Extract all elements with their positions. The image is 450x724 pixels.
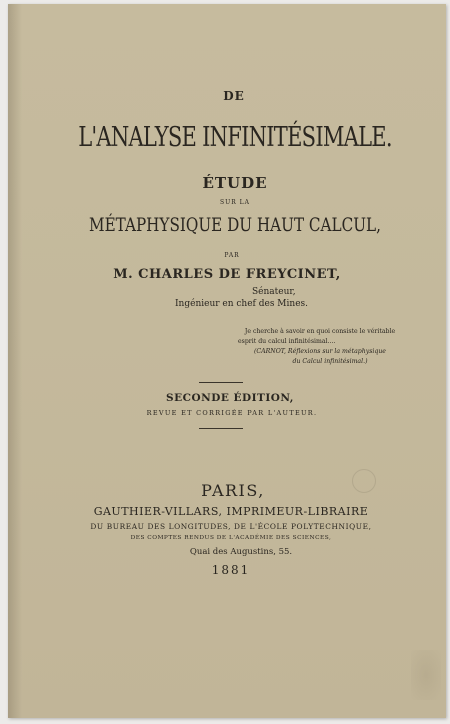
author-role-senator: Sénateur, (252, 287, 296, 297)
imprint-address: Quai des Augustins, 55. (189, 547, 293, 557)
author-role-engineer: Ingénieur en chef des Mines. (175, 299, 309, 309)
book-cover (8, 4, 446, 718)
imprint-year: 1881 (211, 563, 251, 577)
divider-rule (199, 382, 243, 383)
epigraph-citation: du Calcul infinitésimal.) (292, 358, 368, 365)
epigraph (230, 327, 410, 367)
imprint-city: PARIS, (201, 481, 265, 500)
imprint-affiliation: DU BUREAU DES LONGITUDES, DE L'ÉCOLE POLYTECHNIQUE, (90, 522, 372, 531)
edition-label: SECONDE ÉDITION, (166, 392, 294, 404)
paper-wear (411, 650, 441, 700)
main-title: L'ANALYSE INFINITÉSIMALE. (78, 122, 392, 153)
imprint-affiliation: DES COMPTES RENDUS DE L'ACADÉMIE DES SCIENCES, (130, 535, 332, 541)
subtitle-etude: ÉTUDE (202, 174, 268, 192)
author-connector: PAR (224, 252, 240, 259)
epigraph-citation: (CARNOT, Réflexions sur la métaphysique (254, 348, 386, 355)
epigraph-line: esprit du calcul infinitésimal.... (238, 338, 336, 345)
title-article: DE (223, 89, 245, 103)
author-name: M. CHARLES DE FREYCINET, (113, 267, 341, 282)
imprint-publisher: GAUTHIER-VILLARS, IMPRIMEUR-LIBRAIRE (93, 505, 369, 518)
divider-rule (199, 428, 243, 429)
subtitle: MÉTAPHYSIQUE DU HAUT CALCUL, (89, 214, 381, 236)
spine-shadow (8, 4, 22, 718)
subtitle-connector: SUR LA (220, 199, 250, 206)
epigraph-line: Je cherche à savoir en quoi consiste le véritable (244, 328, 396, 335)
revision-note: REVUE ET CORRIGÉE PAR L'AUTEUR. (146, 409, 318, 417)
